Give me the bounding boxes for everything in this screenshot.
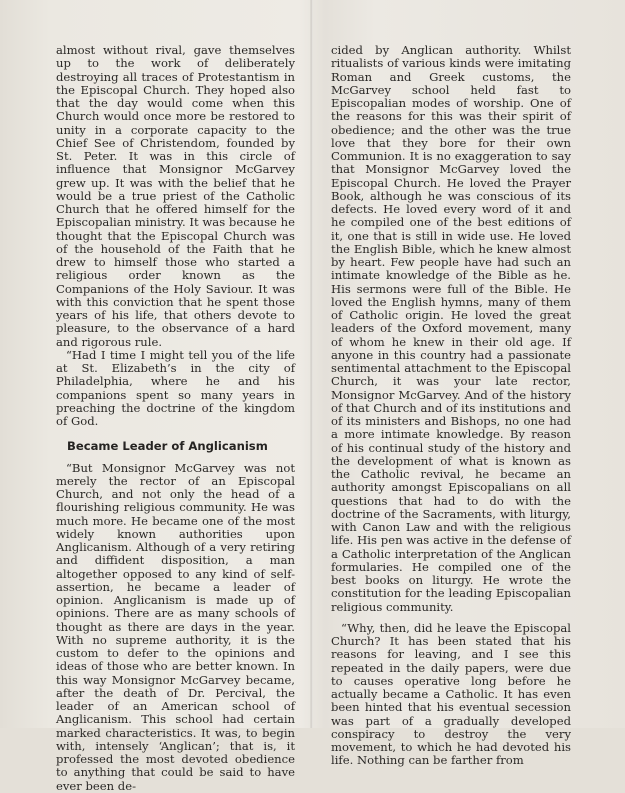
left-paragraph-1: almost without rival, gave themselves up to the work of deliberately destroying all traces of Protestantism in the Episcopal Church. They hoped also that the day would come when this Church would once more be restored to unity in a corporate capacity to the Chief See of Christendom, founded by St. Peter. It was in this circle of influence that Monsignor McGarvey grew up. It was with the belief that he would be a true priest of the Catholic Church that he offered himself for the Episcopalian ministry. It was because he thought that the Episcopal Church was of the household of the Faith that he drew to himself those who started a religious order known as the Companions of the Holy Saviour. It was with this conviction that he spent those years of his life, that others devote to pleasure, to the observance of a hard and rigorous rule. xyxy=(56,43,295,349)
left-text-column xyxy=(56,44,295,793)
section-heading: Became Leader of Anglicanism xyxy=(67,439,268,454)
right-paragraph-1: cided by Anglican authority. Whilst ritualists of various kinds were imitating Roman and Greek customs, the McGarvey school held fast to Episcopalian modes of worship. One of the reasons for this was their spirit of obedience; and the other was the true love that they bore for their own Communion. It is no exaggeration to say that Monsignor McGarvey loved the Episcopal Church. He loved the Prayer Book, although he was conscious of its defects. He loved every word of it and he compiled one of the best editions of it, one that is still in wide use. He loved the English Bible, which he knew almost by heart. Few people have had such an intimate knowledge of the Bible as he. His sermons were full of the Bible. He loved the English hymns, many of them of Catholic origin. He loved the great leaders of the Oxford movement, many of whom he knew in their old age. If anyone in this country had a passionate sentimental attachment to the Episcopal Church, it was your late rector, Monsignor McGarvey. And of the history of that Church and of its institutions and of its ministers and Bishops, no one had a more intimate knowledge. By reason of his continual study of the history and the development of what is known as the Catholic revival, he became an authority amongst Episcopalians on all questions that had to do with the doctrine of the Sacraments, with liturgy, with Canon Law and with the religious life. His pen was active in the defense of a Catholic interpretation of the Anglican formularies. He compiled one of the best books on liturgy. He wrote the constitution for the leading Episcopalian religious community. xyxy=(331,43,571,614)
left-paragraph-2: “Had I time I might tell you of the life at St. Elizabeth’s in the city of Philadelphia, where he and his companions spent so many years in preaching the doctrine of the kingdom of God. xyxy=(56,347,295,428)
right-paragraph-2: “Why, then, did he leave the Episcopal Church? It has been stated that his reasons for leaving, and I see this repeated in the daily papers, were due to causes operative long before he actually became a Catholic. It has even been hinted that his eventual secession was part of a gradually developed conspiracy to destroy the very movement, to which he had devoted his life. Nothing can be farther from xyxy=(331,620,571,768)
right-text-column xyxy=(331,44,571,768)
page-fold-line xyxy=(310,0,313,728)
left-paragraph-3: “But Monsignor McGarvey was not merely the rector of an Episcopal Church, and not only the head of a flourishing religious community. He was much more. He became one of the most widely known authorities upon Anglicanism. Although of a very retiring and diffident disposition, a man altogether opposed to any kind of self-assertion, he became a leader of opinion. Anglicanism is made up of opinions. There are as many schools of thought as there are days in the year. With no supreme authority, it is the custom to defer to the opinions and ideas of those who are better known. In this way Monsignor McGarvey became, after the death of Dr. Percival, the leader of an American school of Anglicanism. This school had certain marked characteristics. It was, to begin with, intensely ‘Anglican’; that is, it professed the most devoted obedience to anything that could be said to have ever been de- xyxy=(56,460,295,793)
